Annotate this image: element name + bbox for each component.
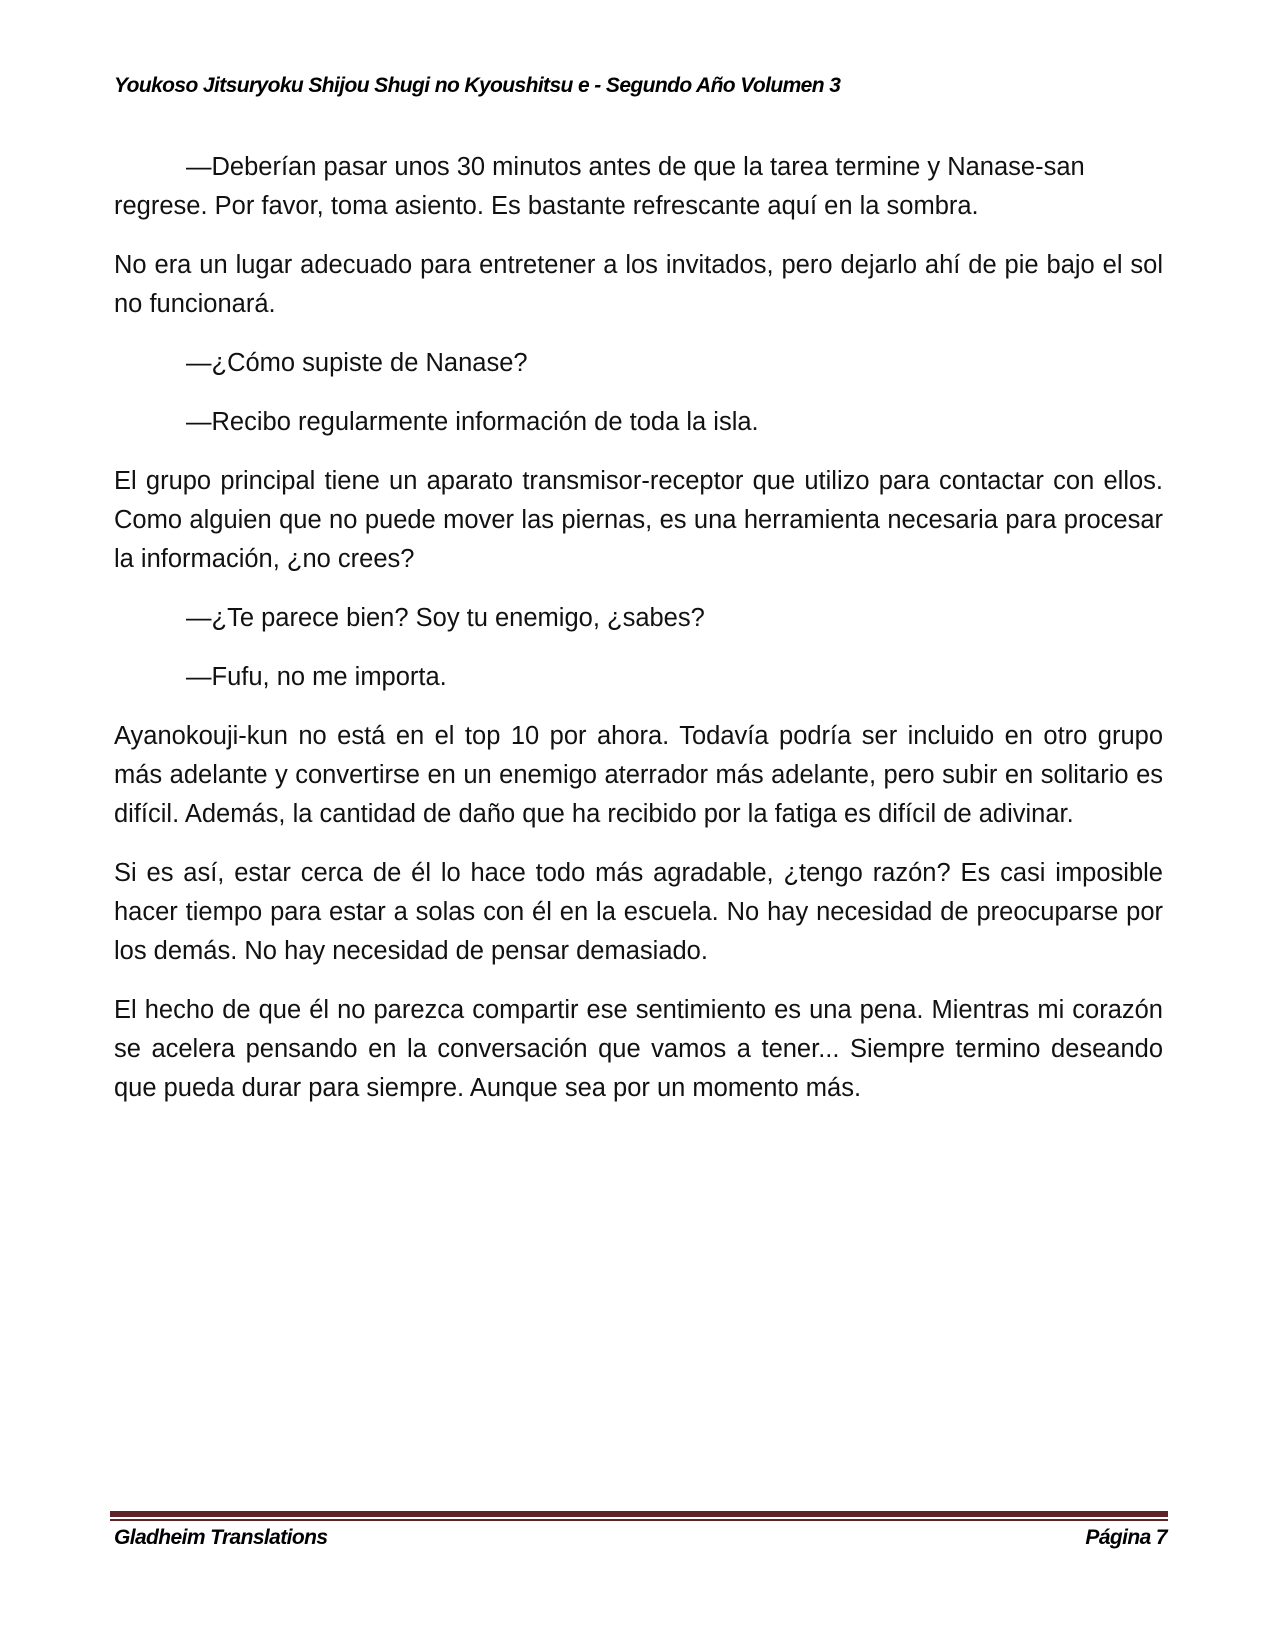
dialogue-paragraph: —Fufu, no me importa.	[186, 663, 447, 691]
narration-paragraph: El grupo principal tiene un aparato transmisor-receptor que utilizo para contactar con ellos. Como alguien que no puede mover las piernas, es una herramienta necesaria para procesar la información, ¿no crees?	[114, 467, 1163, 573]
narration-paragraph: Ayanokouji-kun no está en el top 10 por ahora. Todavía podría ser incluido en otro grupo más adelante y convertirse en un enemigo aterrador más adelante, pero subir en solitario es difícil. Además, la cantidad de daño que ha recibido por la fatiga es difícil de adivinar.	[114, 722, 1163, 828]
narration-paragraph: Si es así, estar cerca de él lo hace todo más agradable, ¿tengo razón? Es casi imposible hacer tiempo para estar a solas con él en la escuela. No hay necesidad de preocuparse por los demás. No hay necesidad de pensar demasiado.	[114, 859, 1163, 965]
dialogue-paragraph: —¿Cómo supiste de Nanase?	[186, 349, 528, 377]
page-number: Página 7	[1085, 1526, 1167, 1549]
page-body	[114, 148, 1163, 1128]
footer-rule-thick	[110, 1511, 1168, 1517]
footer-translator: Gladheim Translations	[114, 1526, 328, 1549]
running-header: Youkoso Jitsuryoku Shijou Shugi no Kyoushitsu e - Segundo Año Volumen 3	[114, 74, 841, 97]
dialogue-paragraph: —Deberían pasar unos 30 minutos antes de que la tarea termine y Nanase-san regrese. Por favor, toma asiento. Es bastante refrescante aquí en la sombra.	[114, 153, 1085, 220]
dialogue-paragraph: —Recibo regularmente información de toda la isla.	[186, 408, 759, 436]
footer-rule-thin	[110, 1519, 1168, 1521]
narration-paragraph: El hecho de que él no parezca compartir ese sentimiento es una pena. Mientras mi corazón se acelera pensando en la conversación que vamos a tener... Siempre termino deseando que pueda durar para siempre. Aunque sea por un momento más.	[114, 996, 1163, 1102]
narration-paragraph: No era un lugar adecuado para entretener a los invitados, pero dejarlo ahí de pie bajo el sol no funcionará.	[114, 251, 1163, 318]
dialogue-paragraph: —¿Te parece bien? Soy tu enemigo, ¿sabes?	[186, 604, 705, 632]
